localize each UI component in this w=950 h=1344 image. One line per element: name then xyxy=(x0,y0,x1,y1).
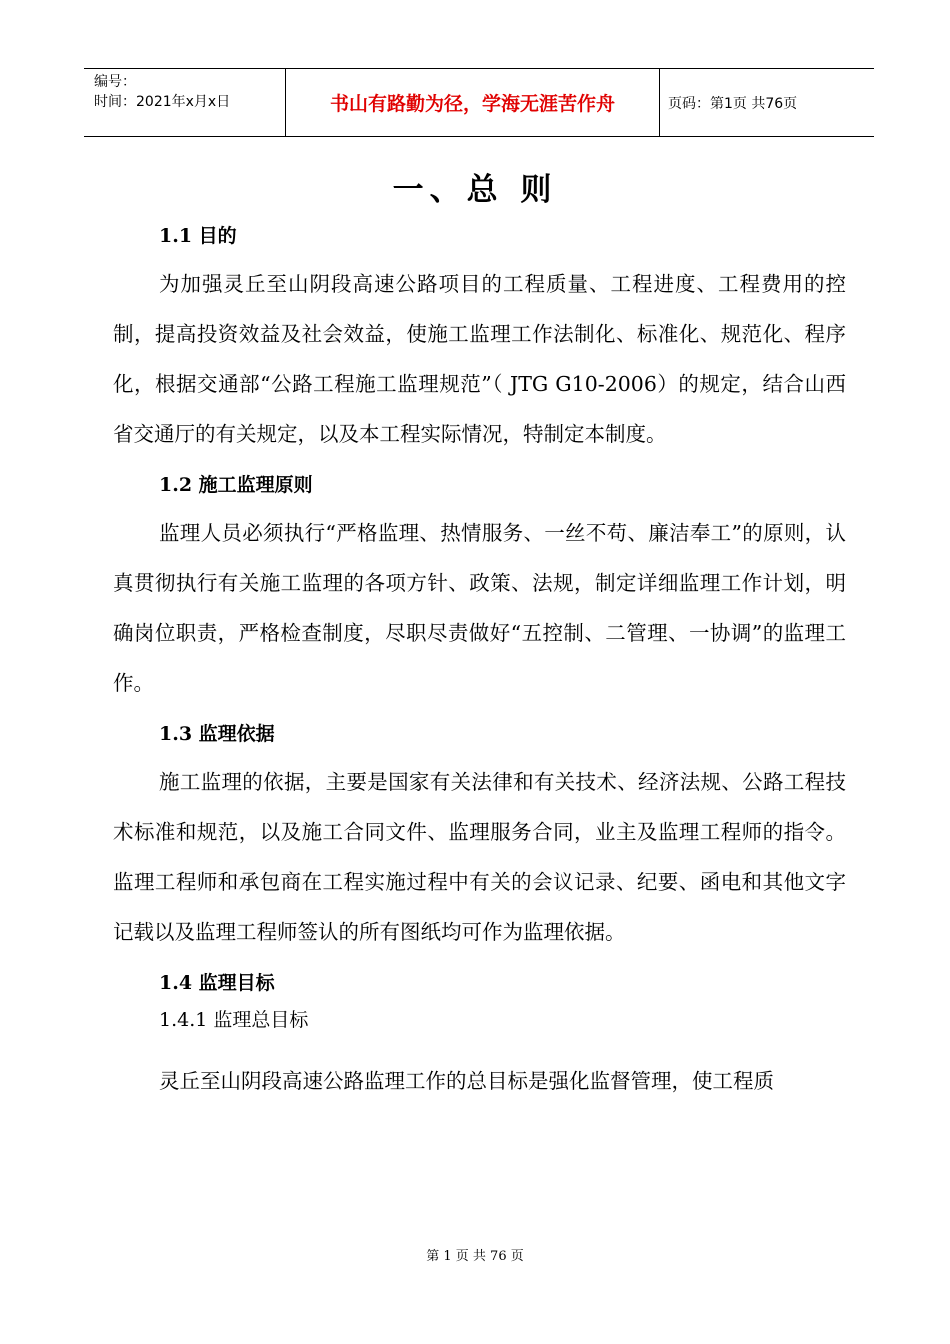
header-meta xyxy=(94,72,230,112)
page-footer: 第 1 页 共 76 页 xyxy=(426,1249,524,1264)
header-page-info: 页码：第1页 共76页 xyxy=(668,95,798,112)
section-heading-1-2: 1.2 施工监理原则 xyxy=(159,474,313,496)
subsection-heading-1-4-1: 1.4.1 监理总目标 xyxy=(159,1009,309,1031)
section-paragraph-1-1: 为加强灵丘至山阴段高速公路项目的工程质量、工程进度、工程费用的控制，提高投资效益及社会效益，使施工监理工作法制化、标准化、规范化、程序化，根据交通部“公路工程施工监理规范”（ JTG G10-2006）的规定，结合山西省交通厅的有关规定，以及本工程实际情况，特制定本制度。 xyxy=(113,272,846,446)
section-paragraph-1-4-1: 灵丘至山阴段高速公路监理工作的总目标是强化监督管理，使工程质 xyxy=(159,1069,774,1093)
header-motto: 书山有路勤为径，学海无涯苦作舟 xyxy=(285,69,660,136)
header-time-label: 时间：2021年x月x日 xyxy=(94,94,231,110)
section-heading-1-3: 1.3 监理依据 xyxy=(159,723,275,745)
section-heading-1-4: 1.4 监理目标 xyxy=(159,972,275,994)
header-code-label: 编号： xyxy=(94,74,136,90)
page-header xyxy=(84,68,874,137)
section-paragraph-1-3: 施工监理的依据，主要是国家有关法律和有关技术、经济法规、公路工程技术标准和规范，以及施工合同文件、监理服务合同，业主及监理工程师的指令。监理工程师和承包商在工程实施过程中有关的会议记录、纪要、函电和其他文字记载以及监理工程师签认的所有图纸均可作为监理依据。 xyxy=(113,770,846,944)
document-body xyxy=(113,222,846,1118)
document-title: 一、总 则 xyxy=(392,172,558,208)
section-heading-1-1: 1.1 目的 xyxy=(159,225,237,247)
section-paragraph-1-2: 监理人员必须执行“严格监理、热情服务、一丝不苟、廉洁奉工”的原则，认真贯彻执行有关施工监理的各项方针、政策、法规，制定详细监理工作计划，明确岗位职责，严格检查制度，尽职尽责做好“五控制、二管理、一协调”的监理工作。 xyxy=(113,521,846,695)
